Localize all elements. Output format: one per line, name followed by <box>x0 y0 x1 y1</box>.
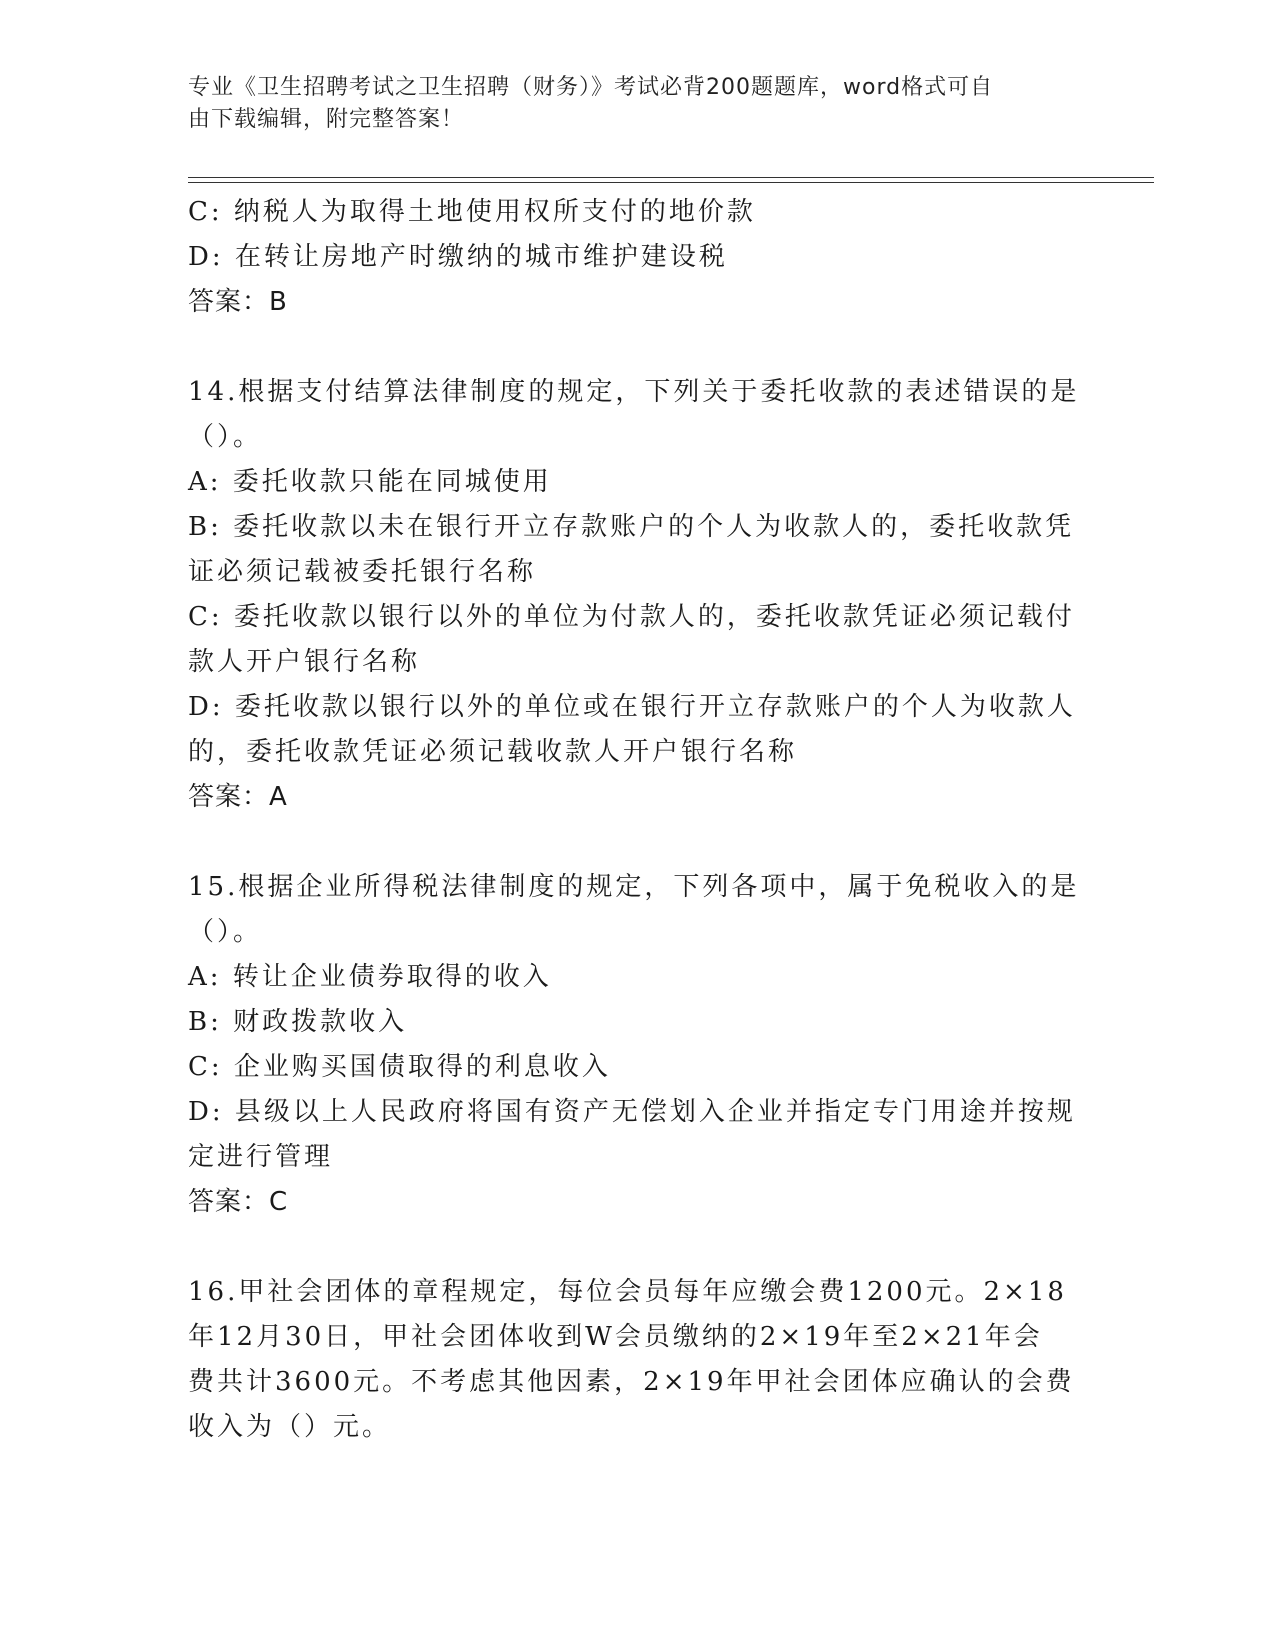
option-a: A: 转让企业债券取得的收入 <box>188 962 552 992</box>
question-13-tail <box>188 190 1068 325</box>
question-stem-cont: （）。 <box>188 917 263 947</box>
header-line-2: 由下载编辑，附完整答案！ <box>188 107 465 132</box>
header-rule-top <box>188 177 1154 178</box>
header-line-1: 专业《卫生招聘考试之卫生招聘（财务）》考试必背200题题库，word格式可自 <box>188 75 994 100</box>
question-16 <box>188 1270 1075 1450</box>
option-a: A: 委托收款只能在同城使用 <box>188 467 552 497</box>
option-b: B: 委托收款以未在银行开立存款账户的个人为收款人的，委托收款凭 <box>188 512 1075 542</box>
answer: 答案：A <box>188 782 288 812</box>
question-14 <box>188 370 1080 820</box>
answer: 答案：B <box>188 287 288 317</box>
option-c-cont: 款人开户银行名称 <box>188 647 421 677</box>
spacer <box>188 1225 1068 1270</box>
option-c: C: 纳税人为取得土地使用权所支付的地价款 <box>188 197 756 227</box>
question-content <box>188 190 1080 1450</box>
spacer <box>188 325 1068 370</box>
option-c: C: 企业购买国债取得的利息收入 <box>188 1052 611 1082</box>
answer: 答案：C <box>188 1187 289 1217</box>
question-stem-cont: （）。 <box>188 422 263 452</box>
page-header <box>188 72 1068 136</box>
option-d-cont: 定进行管理 <box>188 1142 334 1172</box>
option-d-cont: 的，委托收款凭证必须记载收款人开户银行名称 <box>188 737 798 767</box>
question-stem-cont: 收入为（）元。 <box>188 1412 392 1442</box>
option-c: C: 委托收款以银行以外的单位为付款人的，委托收款凭证必须记载付 <box>188 602 1075 632</box>
spacer <box>188 820 1068 865</box>
question-stem: 16.甲社会团体的章程规定，每位会员每年应缴会费1200元。2×18 <box>188 1277 1067 1307</box>
question-stem: 15.根据企业所得税法律制度的规定，下列各项中，属于免税收入的是 <box>188 872 1080 902</box>
question-stem: 14.根据支付结算法律制度的规定，下列关于委托收款的表述错误的是 <box>188 377 1080 407</box>
option-b-cont: 证必须记载被委托银行名称 <box>188 557 537 587</box>
option-d: D: 县级以上人民政府将国有资产无偿划入企业并指定专门用途并按规 <box>188 1097 1076 1127</box>
question-stem-cont: 年12月30日，甲社会团体收到W会员缴纳的2×19年至2×21年会 <box>188 1322 1043 1352</box>
option-d: D: 在转让房地产时缴纳的城市维护建设税 <box>188 242 728 272</box>
option-b: B: 财政拨款收入 <box>188 1007 408 1037</box>
question-15 <box>188 865 1080 1225</box>
header-rule-bottom <box>188 182 1154 183</box>
question-stem-cont: 费共计3600元。不考虑其他因素，2×19年甲社会团体应确认的会费 <box>188 1367 1075 1397</box>
option-d: D: 委托收款以银行以外的单位或在银行开立存款账户的个人为收款人 <box>188 692 1076 722</box>
